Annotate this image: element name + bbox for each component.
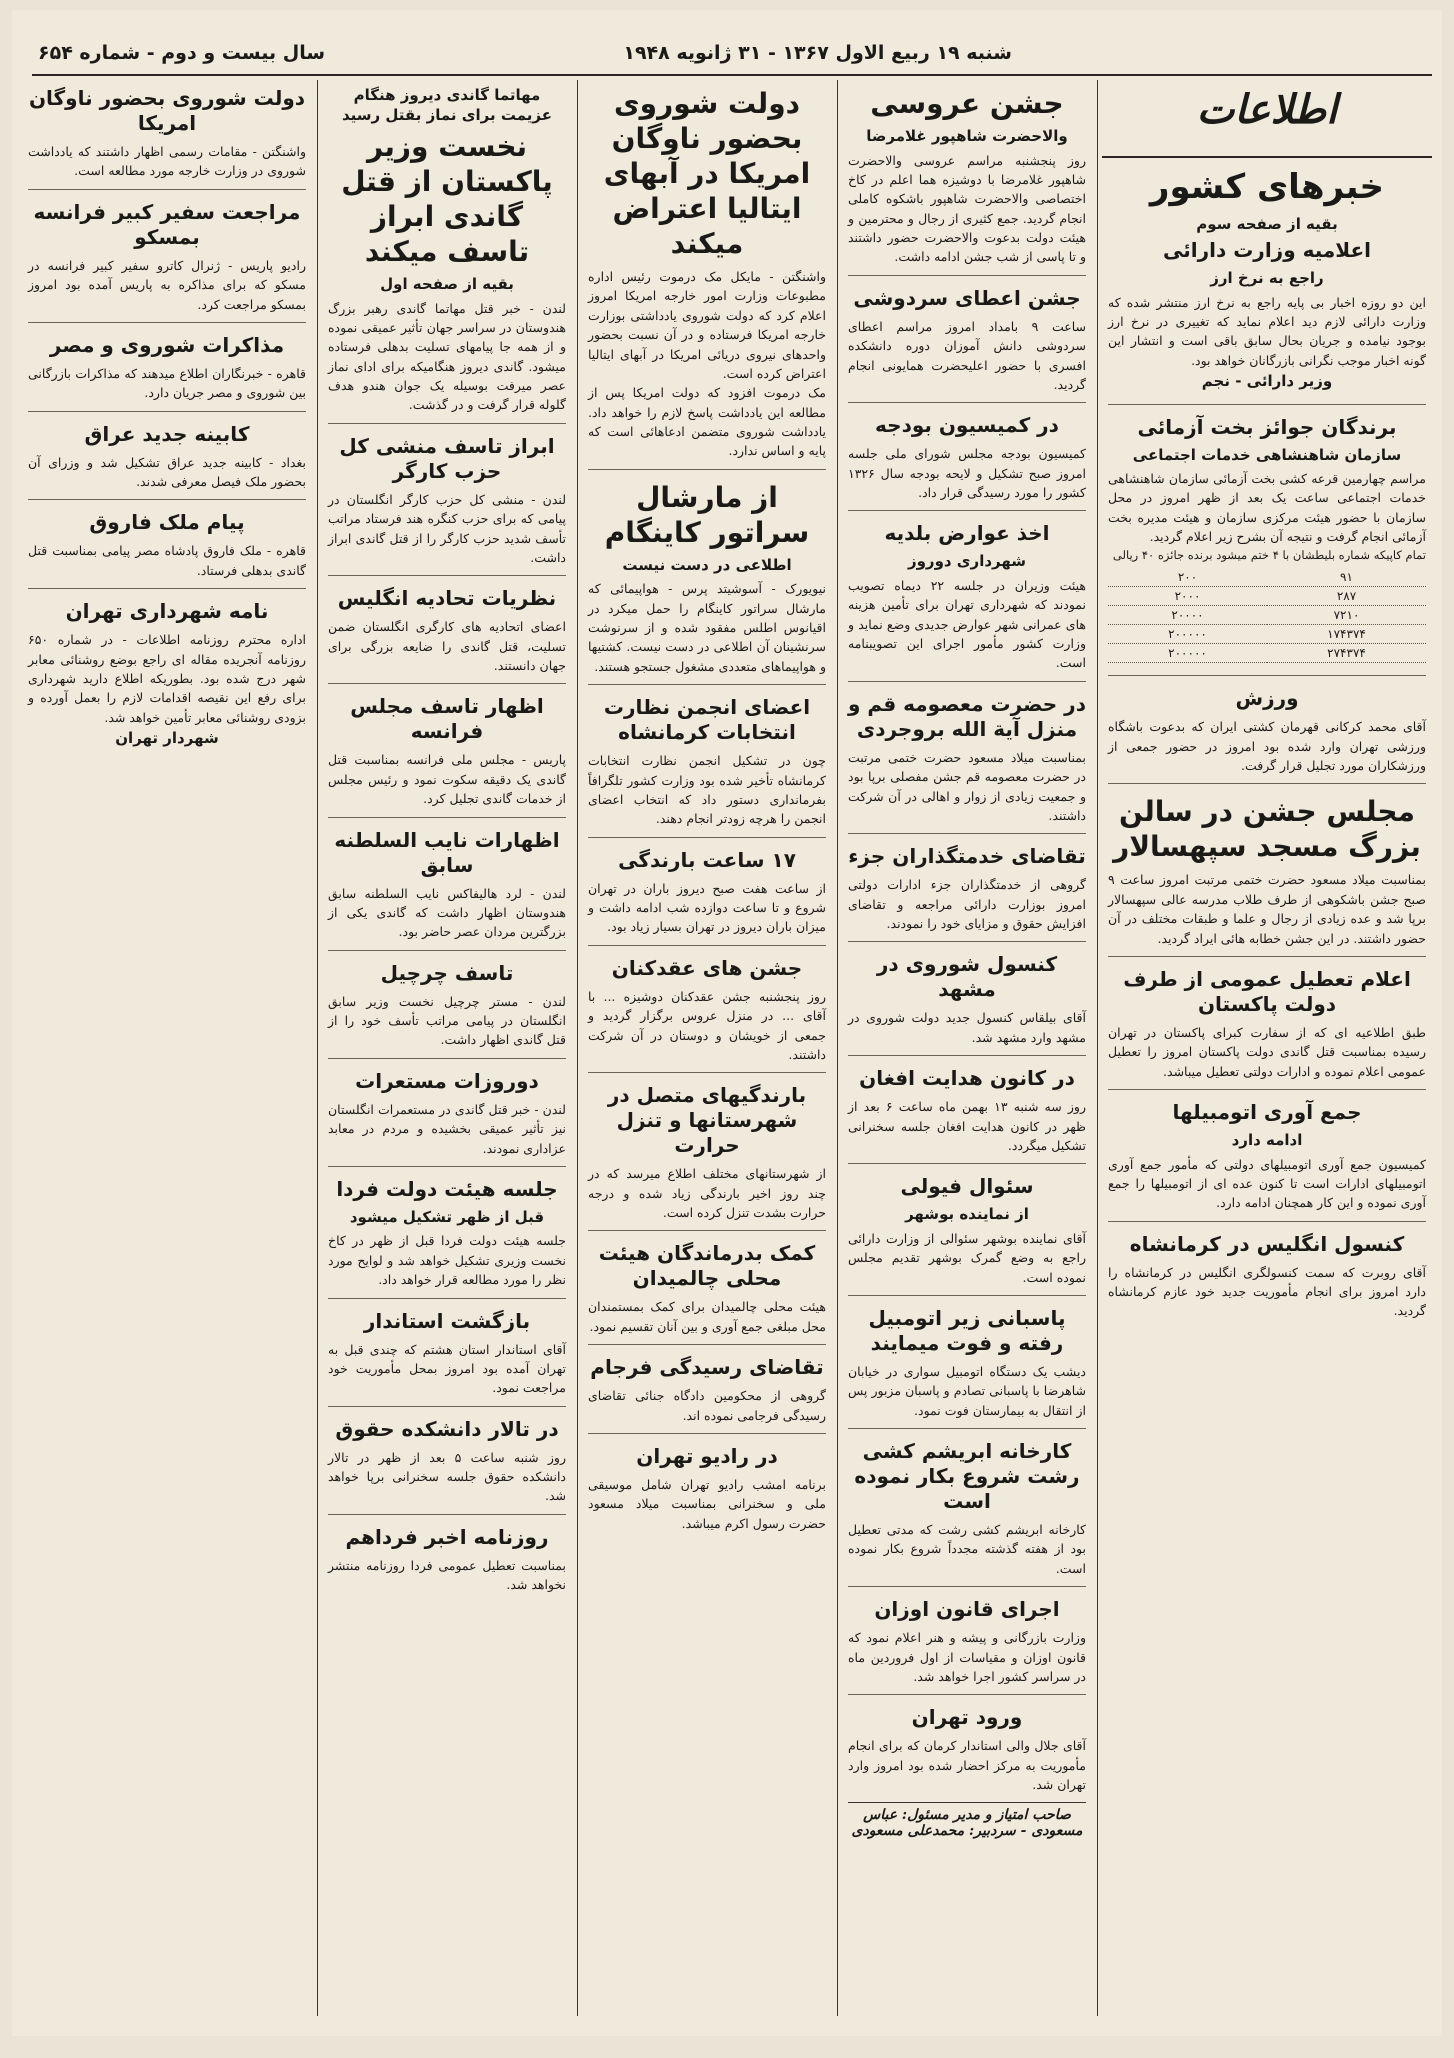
article-title: در کمیسیون بودجه [875, 413, 1059, 438]
section-title: خبرهای کشور [1149, 167, 1385, 207]
article-union [328, 586, 566, 684]
article-subtitle: والاحضرت شاهپور غلامرضا [866, 127, 1068, 145]
article-cabinet [328, 1177, 566, 1299]
article-municipality [28, 599, 306, 760]
table-row [1108, 568, 1426, 587]
article-body: لندن - خبر قتل گاندی در مستعمرات انگلستان نیز تأثیر عمیقی بخشیده و مردم در معابد عزاداری نمودند. [328, 1101, 566, 1156]
article-lottery [1108, 415, 1426, 677]
table-row [1108, 606, 1426, 625]
table-cell: ۲۰۰۰۰۰ [1108, 644, 1267, 663]
article-radio [588, 1444, 826, 1541]
article-title: اظهار تاسف مجلس فرانسه [350, 694, 544, 744]
article-subtitle: اطلاعی در دست نیست [622, 555, 792, 574]
article-body: بمناسبت تعطیل عمومی فردا روزنامه منتشر نخواهد شد. [328, 1557, 566, 1593]
article-employees [848, 844, 1086, 942]
article-body: آقای بیلقاس کنسول جدید دولت شوروی در مشهد وارد مشهد شد. [848, 1010, 1086, 1045]
article-body: از شهرستانهای مختلف اطلاع میرسد که در چند روز اخیر بارندگی زیاد شده و درجه حرارت بشدت تنزل کرده است. [588, 1166, 826, 1220]
article-viceroy [328, 828, 566, 951]
article-subtitle: بقیه از صفحه اول [380, 275, 514, 293]
table-row [1108, 644, 1426, 663]
article-rain-hours [588, 848, 826, 946]
article-signature: شهردار تهران [115, 729, 219, 747]
table-cell: ۲۰۰۰۰ [1108, 606, 1267, 625]
article-factory [848, 1439, 1086, 1587]
article-title: پیام ملک فاروق [89, 510, 245, 535]
article-subtitle: شهرداری دوروز [907, 552, 1027, 571]
article-notice [328, 1525, 566, 1603]
article-body: گروهی از خدمتگذاران جزء ادارات دولتی امروز بوزارت دارائی مراجعه و تقاضای افزایش حقوق و مزایای خود را نمودند. [848, 877, 1086, 931]
article-body: طبق اطلاعیه ای که از سفارت کبرای پاکستان در تهران رسیده بمناسبت قتل گاندی دولت پاکستان امروز را تعطیل عمومی اعلام نموده و ادارات دولتی تعطیل میباشد. [1108, 1024, 1426, 1079]
article-qom [848, 692, 1086, 835]
article-title: بارندگیهای متصل در شهرستانها و تنزل حرارت [607, 1083, 807, 1158]
article-body: مک درموت افزود که دولت امریکا پس از مطالعه این یادداشت پاسخ لازم را خواهد داد. یادداشت شوروی متضمن ادعاهائی است که پایه و اساس ندارد. [588, 385, 826, 459]
article-body: واشنگتن - مایکل مک درموت رئیس اداره مطبوعات وزارت امور خارجه امریکا امروز اعلام کرد که دولت شوروی یادداشتی بوزارت خارجه امریکا فرستاده و در آن نسبت بحضور واحدهای نیروی دریائی امریکا در آبهای ایتالیا اعتراض کرده است. [588, 269, 826, 381]
article-wedding [848, 86, 1086, 276]
article-title: اظهارات نایب السلطنه سابق [334, 827, 560, 877]
date-line: شنبه ۱۹ ربیع الاول ۱۳۶۷ - ۳۱ ژانویه ۱۹۴۸ [623, 42, 1012, 64]
masthead-logo: اطلاعات [1102, 86, 1432, 158]
article-body: روز پنجشنبه جشن عقدکنان دوشیزه ... با آقای ... در منزل عروس برگزار گردید و جمعی از خویشان و دوستان در آن شرکت داشتند. [588, 988, 826, 1062]
table-row [1108, 625, 1426, 644]
article-subtitle: راجع به نرخ ارز [1210, 269, 1324, 287]
article-body: گروهی از محکومین دادگاه جنائی تقاضای رسیدگی فرجامی نموده اند. [588, 1388, 826, 1423]
article-title: مجلس جشن در سالن بزرگ مسجد سپهسالار [1113, 795, 1421, 864]
table-caption: تمام کاپیکه شماره بلیطشان با ۴ ختم میشود برنده جائزه ۴۰ ریالی [1112, 547, 1426, 562]
article-body: لندن - مستر چرچیل نخست وزیر سابق انگلستان در پیامی مراتب تأسف خود را از قتل گاندی اظهار داشت. [328, 993, 566, 1048]
article-subtitle: قبل از ظهر تشکیل میشود [349, 1207, 545, 1226]
article-title: اخذ عوارض بلدیه [884, 521, 1050, 546]
article-dues [848, 521, 1086, 681]
table-cell: ۲۰۰۰۰۰ [1108, 625, 1267, 644]
article-title: کنسول شوروی در مشهد [876, 952, 1058, 1002]
article-title: بازگشت استاندار [363, 1308, 531, 1333]
article-title: مراجعت سفیر کبیر فرانسه بمسکو [33, 199, 301, 249]
article-arrival [848, 1705, 1086, 1847]
article-subtitle: ادامه دارد [1231, 1131, 1303, 1150]
article-title: کارخانه ابریشم کشی رشت شروع بکار نموده است [854, 1439, 1080, 1513]
table-cell: ۷۲۱۰ [1267, 606, 1426, 625]
table-cell: ۲۸۷ [1267, 587, 1426, 606]
article-title: جشن های عقدکنان [611, 955, 803, 980]
newspaper-page [12, 10, 1442, 2036]
article-gandhi [328, 86, 566, 424]
article-title: تقاضای رسیدگی فرجام [590, 1355, 824, 1380]
table-cell: ۹۱ [1267, 568, 1426, 587]
top-bar [32, 34, 1432, 76]
article-body: آقای جلال والی استاندار کرمان که برای انجام مأموریت به مرکز احضار شده بود امروز وارد تهران شد. [848, 1738, 1086, 1792]
article-pakistan-holiday [1108, 967, 1426, 1090]
article-ceremony [848, 286, 1086, 404]
article-body: پاریس - مجلس ملی فرانسه بمناسبت قتل گاندی یک دقیقه سکوت نمود و رئیس مجلس از خدمات گاندی تجلیل کرد. [328, 752, 566, 807]
article-election [588, 695, 826, 838]
article-title: پاسبانی زیر اتومبیل رفته و فوت میمایند [868, 1305, 1066, 1355]
article-law [848, 1597, 1086, 1695]
article-body: آقای روبرت که سمت کنسولگری انگلیس در کرمانشاه را دارد امروز برای انجام مأموریت جدید خود عازم کرمانشاه گردید. [1108, 1264, 1426, 1319]
article-soviet-egypt [28, 333, 306, 412]
article-body: قاهره - ملک فاروق پادشاه مصر پیامی بمناسبت قتل گاندی بدهلی فرستاد. [28, 543, 306, 578]
issue-line: سال بیست و دوم - شماره ۶۵۴ [38, 42, 326, 64]
article-local-aid [588, 1241, 826, 1345]
article-france [328, 694, 566, 817]
article-body: بمناسبت میلاد مسعود حضرت ختمی مرتبت در حضرت معصومه قم جشن مفصلی برپا بود و جمعیت زیادی از زوار و اهالی در آن شرکت داشتند. [848, 749, 1086, 823]
article-title: کابینه جدید عراق [84, 421, 250, 446]
article-title: مذاکرات شوروی و مصر [49, 332, 285, 357]
article-body: قاهره - خبرنگاران اطلاع میدهند که مذاکرات بازرگانی بین شوروی و مصر جریان دارد. [28, 365, 306, 401]
article-question [848, 1174, 1086, 1296]
column-rule [837, 80, 838, 2016]
article-law-school [328, 1417, 566, 1515]
article-body: آقای محمد کرکانی قهرمان کشتی ایران که بدعوت باشگاه ورزشی تهران وارد شده بود امروز در حضور جمعی از ورزشکاران مورد تجلیل قرار گرفت. [1108, 719, 1426, 774]
article-title: در تالار دانشکده حقوق [335, 1416, 559, 1441]
lottery-table [1108, 568, 1426, 663]
article-title: روزنامه اخبر فرداهم [345, 1524, 549, 1549]
article-body: ساعت ۹ بامداد امروز مراسم اعطای سردوشی دانش آموزان دوره دانشکده افسری با حضور اعلیحضرت همایونی انجام گردید. [848, 318, 1086, 392]
article-title: نظریات تحادیه انگلیس [337, 586, 557, 611]
article-title: جشن عروسی [870, 87, 1064, 120]
column-2 [842, 80, 1092, 2016]
article-title: اعلام تعطیل عمومی از طرف دولت پاکستان [1123, 966, 1411, 1016]
article-body: واشنگتن - مقامات رسمی اظهار داشتند که یادداشت شوروی در وزارت خارجه مورد مطالعه است. [28, 144, 306, 179]
article-iraq [28, 422, 306, 501]
article-title: سئوال فیولی [900, 1174, 1034, 1199]
article-body: لندن - لرد هالیفاکس نایب السلطنه سابق هندوستان اظهار داشت که گاندی یکی از بزرگترین مردان عصر حاضر بود. [328, 885, 566, 940]
article-title: نامه شهرداری تهران [65, 599, 269, 624]
section-subtitle: بقیه از صفحه سوم [1196, 214, 1338, 233]
article-body: هیئت محلی چالمیدان برای کمک بمستمندان محل مبلغی جمع آوری و بین آنان تقسیم نمود. [588, 1299, 826, 1334]
article-title: تاسف چرچیل [380, 960, 514, 985]
article-ambassador [28, 200, 306, 323]
article-title: کنسول انگلیس در کرمانشاه [1129, 1231, 1405, 1256]
article-governor [328, 1309, 566, 1407]
article-body: بغداد - کابینه جدید عراق تشکیل شد و وزرای آن بحضور ملک فیصل معرفی شدند. [28, 454, 306, 489]
article-navy [28, 86, 306, 190]
article-title: ورود تهران [911, 1705, 1023, 1730]
table-row [1108, 587, 1426, 606]
article-consul [1108, 1232, 1426, 1329]
article-title: تقاضای خدمتگذاران جزء [848, 844, 1086, 869]
article-body: آقای استاندار استان هشتم که چندی قبل به تهران آمده بود امروز بمحل مأموریت خود مراجعت نمود. [328, 1341, 566, 1396]
article-kicker: مهاتما گاندی دیروز هنگام عزیمت برای نماز بقتل رسید [342, 86, 552, 124]
article-headline: دولت شوروی بحضور ناوگان امریکا در آبهای ایتالیا اعتراض میکند [603, 87, 811, 260]
article-title: دوروزات مستعرات [355, 1068, 539, 1093]
article-accident [848, 1306, 1086, 1429]
article-title: در رادیو تهران [636, 1443, 778, 1468]
article-title: برندگان جوائز بخت آزمائی [1137, 414, 1397, 439]
article-body: کمیسیون جمع آوری اتومبیلهای دولتی که مأمور جمع آوری اتومبیلهای ادارات است تا کنون عده ای از اتومبیلها را جمع آوری نموده و این کار همچنان ادامه دارد. [1108, 1156, 1426, 1211]
article-subtitle: از نماینده بوشهر [905, 1205, 1029, 1224]
article-title: در کانون هدایت افغان [859, 1066, 1075, 1091]
article-cars [1108, 1100, 1426, 1222]
article-body: چون در تشکیل انجمن نظارت انتخابات کرمانشاه تأخیر شده بود وزارت کشور تلگرافاً بفرمانداری دستور داد که انتخاب اعضای انجمن را هرچه زودتر انجام دهند. [588, 753, 826, 827]
article-sport [1108, 686, 1426, 784]
article-title: دولت شوروی بحضور ناوگان امریکا [28, 86, 306, 135]
article-subtitle: سازمان شاهنشاهی خدمات اجتماعی [1132, 445, 1402, 464]
article-mashhad [848, 952, 1086, 1056]
table-cell: ۲۰۰ [1108, 568, 1267, 587]
article-signature: وزیر دارائی - نجم [1201, 372, 1333, 390]
article-colonies [328, 1069, 566, 1167]
article-title: اجرای قانون اوزان [874, 1597, 1060, 1622]
article-body: اعضای اتحادیه های کارگری انگلستان ضمن تسلیت، قتل گاندی را ضایعه بزرگی برای جهان دانستند. [328, 619, 566, 673]
article-headline: نخست وزیر پاکستان از قتل گاندی ابراز تاسف میکند [341, 130, 553, 268]
article-title: جلسه هیئت دولت فردا [336, 1176, 558, 1201]
table-cell: ۲۷۴۳۷۴ [1267, 644, 1426, 663]
article-labour [328, 434, 566, 577]
article-domestic [1108, 166, 1426, 405]
article-airplane [588, 480, 826, 685]
article-body: کارخانه ابریشم کشی رشت که مدتی تعطیل بود از هفته گذشته مجدداً شروع بکار نموده است. [848, 1522, 1086, 1576]
article-rains [588, 1083, 826, 1231]
article-body: نیویورک - آسوشیتد پرس - هواپیمائی که مارشال سراتور کاینگام را حمل میکرد در اقیانوس اطلس مفقود شده و از سرنوشت سرنشینان آن اطلاعی در دست نیست. کشتیها و هواپیماهای متعددی مشغول جستجو هستند. [588, 581, 826, 674]
article-body: از ساعت هفت صبح دیروز باران در تهران شروع و تا ساعت دوازده شب ادامه داشت و میزان باران دیروز در تهران بسیار زیاد بود. [588, 880, 826, 935]
article-engagement [588, 956, 826, 1074]
publisher-signature: صاحب امتیاز و مدیر مسئول: عباس مسعودی - سردبیر: محمدعلی مسعودی [848, 1802, 1086, 1839]
article-title: ۱۷ ساعت بارندگی [618, 847, 796, 872]
article-body: دیشب یک دستگاه اتومبیل سواری در خیابان شاهرضا با پاسبانی تصادم و پاسبان مزبور پس از انتقال به بیمارستان فوت نمود. [848, 1363, 1086, 1418]
column-4 [322, 80, 572, 2016]
article-body: لندن - خبر قتل مهاتما گاندی رهبر بزرگ هندوستان در سراسر جهان تأثیر عمیقی نموده و از همه جا پیامهای تسلیت بدهلی فرستاده میشود. گاندی دیروز هنگامیکه برای ادای نماز عصر میرفت بوسیله یک جوان هندو هدف گلوله قرار گرفت و در گذشت. [328, 300, 566, 413]
article-body: لندن - منشی کل حزب کارگر انگلستان در پیامی که برای حزب کنگره هند فرستاد مراتب تأسف شدید حزب کارگر را از قتل گاندی ابراز داشت. [328, 491, 566, 565]
article-budget [848, 413, 1086, 511]
article-title: جمع آوری اتومبیلها [1172, 1100, 1362, 1125]
article-appeal [588, 1355, 826, 1434]
column-5 [22, 80, 312, 2016]
article-body: روز شنبه ساعت ۵ بعد از ظهر در تالار دانشکده حقوق جلسه سخنرانی برپا خواهد شد. [328, 1449, 566, 1504]
article-afghan [848, 1066, 1086, 1164]
table-cell: ۲۰۰۰ [1108, 587, 1267, 606]
column-rule [317, 80, 318, 2016]
article-title: از مارشال سراتور کاینگام [604, 480, 810, 549]
article-churchill [328, 961, 566, 1059]
article-title: ورزش [1235, 686, 1299, 711]
article-mosque [1108, 794, 1426, 957]
column-rule [577, 80, 578, 2016]
article-title: در حضرت معصومه قم و منزل آیة الله بروجردی [848, 691, 1086, 741]
article-body: آقای نماینده بوشهر سئوالی از وزارت دارائی راجع به وضع گمرک بوشهر تقدیم مجلس نموده است. [848, 1230, 1086, 1285]
table-cell: ۱۷۴۳۷۴ [1267, 625, 1426, 644]
article-title: اعضای انجمن نظارت انتخابات کرمانشاه [603, 695, 811, 745]
article-body: وزارت بازرگانی و پیشه و هنر اعلام نمود که قانون اوزان و مقیاسات از اول فروردین ماه در سراسر کشور اجرا خواهد شد. [848, 1630, 1086, 1684]
article-title: کمک بدرماندگان هیئت محلی چالمیدان [598, 1241, 816, 1291]
article-body: روز پنجشنبه مراسم عروسی والاحضرت شاهپور غلامرضا با دوشیزه هما اعلم در کاخ اختصاصی والاحضرت شاهپور باشکوه کاملی انجام گردید. جمع کثیری از رجال و محترمین و هیئت دولت بدعوت والاحضرت حضور داشتند و تا پاسی از شب جشن ادامه داشت. [848, 152, 1086, 265]
column-1 [1102, 160, 1432, 2016]
article-body: روز سه شنبه ۱۳ بهمن ماه ساعت ۶ بعد از ظهر در کانون هدایت افغان جلسه سخنرانی تشکیل میگردد. [848, 1099, 1086, 1153]
article-title: اعلامیه وزارت دارائی [1163, 238, 1371, 262]
article-soviet-protest [588, 86, 826, 470]
article-body: جلسه هیئت دولت فردا قبل از ظهر در کاخ نخست وزیری تشکیل خواهد شد و لوایح مورد نظر را مورد مطالعه قرار خواهد داد. [328, 1233, 566, 1288]
article-body: رادیو پاریس - ژنرال کاترو سفیر کبیر فرانسه در مسکو که برای مذاکره به پاریس آمده بود امروز بمسکو مراجعت کرد. [28, 257, 306, 312]
article-body: مراسم چهارمین قرعه کشی بخت آزمائی سازمان شاهنشاهی خدمات اجتماعی ساعت یک بعد از ظهر امروز در محل سازمان با حضور هیئت مرکزی سازمان و هیئت مدیره بخت آزمائی انجام گرفت و نتیجه آن بشرح زیر اعلام گردید. [1108, 471, 1426, 545]
article-body: هیئت وزیران در جلسه ۲۲ دیماه تصویب نمودند که شهرداری تهران برای تأمین هزینه های عمرانی شهر عوارض جدیدی وضع نماید و وزارت کشور مأمور اجرای این تصویبنامه است. [848, 577, 1086, 671]
article-farouk [28, 510, 306, 589]
article-body: کمیسیون بودجه مجلس شورای ملی جلسه امروز صبح تشکیل و لایحه بودجه سال ۱۳۲۶ کشور را مورد رسیدگی قرار داد. [848, 446, 1086, 500]
column-3 [582, 80, 832, 2016]
column-rule [1097, 80, 1098, 2016]
article-title: ابراز تاسف منشی کل حزب کارگر [339, 433, 555, 483]
article-body: این دو روزه اخبار بی پایه راجع به نرخ ارز منتشر شده که وزارت دارائی لازم دید اعلام نماید که تغییری در نرخ ارز بوجود نیامده و جریان بحال سابق باقی است و انتشار این گونه اخبار موجب نگرانی بازرگانان خواهد بود. [1108, 294, 1426, 368]
article-body: برنامه امشب رادیو تهران شامل موسیقی ملی و سخنرانی بمناسبت میلاد مسعود حضرت رسول اکرم میباشد. [588, 1476, 826, 1531]
article-title: جشن اعطای سردوشی [853, 285, 1081, 310]
article-body: بمناسبت میلاد مسعود حضرت ختمی مرتبت امروز ساعت ۹ صبح جشن باشکوهی از طرف طلاب مدرسه عالی سپهسالار برپا شد و عده زیادی از رجال و علما و طبقات مختلف در آن حضور داشتند. در این جشن خطابه هائی ایراد گردید. [1108, 872, 1426, 946]
article-body: اداره محترم روزنامه اطلاعات - در شماره ۶۵۰ روزنامه آنجریده مقاله ای راجع بوضع روشنائی معابر شهر درج شده بود. بطوریکه اطلاع دارید شهرداری برای رفع این نقیصه اقدامات لازم را بعمل آورده و بزودی روشنائی معابر تأمین خواهد شد. [28, 632, 306, 725]
